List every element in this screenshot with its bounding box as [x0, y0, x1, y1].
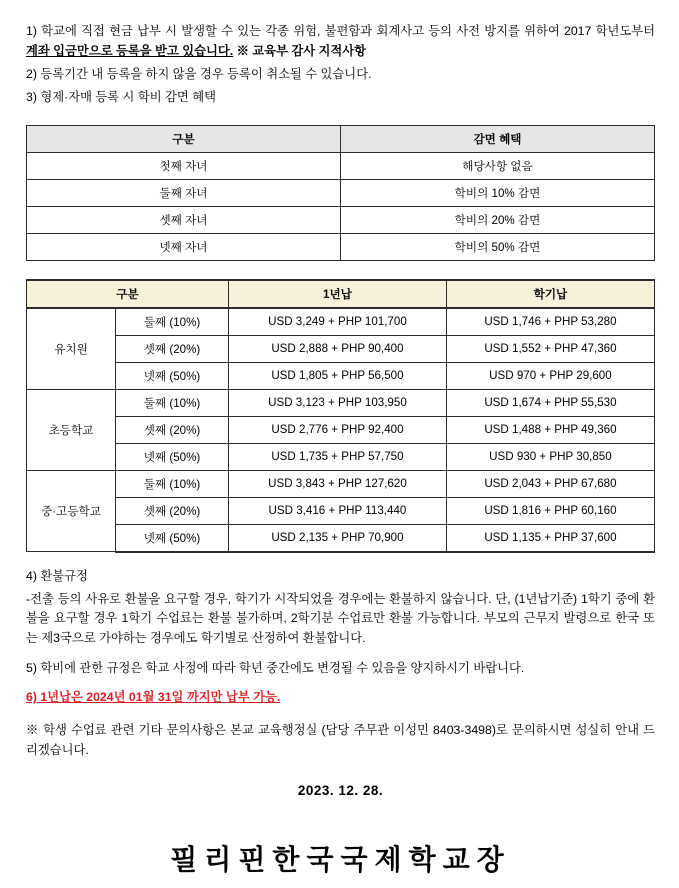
contact-note-text: ※ 학생 수업료 관련 기타 문의사항은 본교 교육행정실 (담당 주무관 이성민 8403-3498)로 문의하시면 성실히 안내 드리겠습니다.	[26, 723, 655, 757]
document-date: 2023. 12. 28.	[297, 782, 384, 798]
cell-benefit: 학비의 20% 감면	[341, 206, 655, 233]
cell-sub-label: 셋째 (20%)	[116, 335, 229, 362]
cell-semester-fee: USD 1,746 + PHP 53,280	[446, 308, 654, 336]
table-row	[27, 179, 655, 206]
cell-group-name: 초등학교	[27, 389, 116, 470]
paragraph-item-3	[26, 88, 655, 108]
cell-sub-label: 둘째 (10%)	[116, 470, 229, 497]
cell-annual-fee: USD 2,776 + PHP 92,400	[229, 416, 447, 443]
cell-benefit: 학비의 50% 감면	[341, 233, 655, 260]
table-header-row	[27, 280, 655, 308]
table-row	[27, 416, 655, 443]
refund-body	[26, 590, 655, 650]
column-header-category: 구분	[27, 280, 229, 308]
cell-benefit: 학비의 10% 감면	[341, 179, 655, 206]
paragraph-item-6-text: 6) 1년납은 2024년 01월 31일 까지만 납부 가능.	[26, 690, 281, 705]
paragraph-item-5-text: 5) 학비에 관한 규정은 학교 사정에 따라 학년 중간에도 변경될 수 있음을 양지하시기 바랍니다.	[26, 661, 525, 676]
paragraph-item-1	[26, 22, 655, 62]
table-row	[27, 233, 655, 260]
paragraph-item-2	[26, 65, 655, 85]
cell-annual-fee: USD 1,735 + PHP 57,750	[229, 443, 447, 470]
table-row	[27, 389, 655, 416]
paragraph-item-2-text: 2) 등록기간 내 등록을 하지 않을 경우 등록이 취소될 수 있습니다.	[26, 66, 372, 81]
tuition-fee-table	[26, 279, 655, 553]
cell-semester-fee: USD 1,816 + PHP 60,160	[446, 497, 654, 524]
table-row	[27, 206, 655, 233]
cell-sub-label: 넷째 (50%)	[116, 443, 229, 470]
cell-sub-label: 셋째 (20%)	[116, 416, 229, 443]
cell-annual-fee: USD 3,249 + PHP 101,700	[229, 308, 447, 336]
contact-note	[26, 721, 655, 761]
cell-annual-fee: USD 3,416 + PHP 113,440	[229, 497, 447, 524]
table-row	[27, 152, 655, 179]
column-header-annual: 1년납	[229, 280, 447, 308]
table-row	[27, 362, 655, 389]
refund-text-b: 환불하지 않습니다. 단, (1년납기준) 1학기 중에 환불을 요구할 경우 1학기 수업료는 환불 불가하며, 2학기분 수업료만 환불 가능합니다.	[26, 591, 655, 626]
refund-text-a: -전출 등의 사유로 환불을 요구할 경우, 학기가 시작되었을 경우에는	[26, 591, 390, 606]
cell-sub-label: 둘째 (10%)	[116, 389, 229, 416]
cell-annual-fee: USD 2,135 + PHP 70,900	[229, 524, 447, 552]
cell-annual-fee: USD 1,805 + PHP 56,500	[229, 362, 447, 389]
paragraph-item-1-text-a: 1) 학교에 직접 현금 납부 시 발생할 수 있는 각종 위험, 불편함과 회계사고 등의 사전 방지를 위하여 2017 학년도부터	[26, 24, 655, 38]
column-header-category: 구분	[27, 125, 341, 152]
paragraph-item-3-text: 3) 형제·자매 등록 시 학비 감면 혜택	[26, 89, 216, 104]
cell-category: 넷째 자녀	[27, 233, 341, 260]
cell-semester-fee: USD 930 + PHP 30,850	[446, 443, 654, 470]
refund-text-c: 부모의 근무지 발령으로 한국 또는 제3국으로 가야하는 경우에도 학기별로 산정하여 환불합니다.	[26, 611, 655, 646]
paragraph-item-5	[26, 659, 655, 679]
sibling-discount-table	[26, 125, 655, 261]
cell-benefit: 해당사항 없음	[341, 152, 655, 179]
cell-sub-label: 넷째 (50%)	[116, 362, 229, 389]
cell-annual-fee: USD 2,888 + PHP 90,400	[229, 335, 447, 362]
table-row	[27, 470, 655, 497]
cell-sub-label: 둘째 (10%)	[116, 308, 229, 336]
cell-category: 둘째 자녀	[27, 179, 341, 206]
table-row	[27, 524, 655, 552]
paragraph-item-1-text-b: 계좌 입금만으로 등록을 받고 있습니다.	[26, 43, 234, 58]
paragraph-item-6	[26, 688, 655, 708]
cell-group-name: 중·고등학교	[27, 470, 116, 552]
cell-group-name: 유치원	[27, 308, 116, 390]
cell-annual-fee: USD 3,843 + PHP 127,620	[229, 470, 447, 497]
table-row	[27, 335, 655, 362]
refund-heading-text: 4) 환불규정	[26, 568, 88, 583]
cell-semester-fee: USD 1,552 + PHP 47,360	[446, 335, 654, 362]
cell-semester-fee: USD 1,674 + PHP 55,530	[446, 389, 654, 416]
signature-line: 필리핀한국국제학교장	[170, 843, 511, 875]
table-header-row	[27, 125, 655, 152]
cell-sub-label: 셋째 (20%)	[116, 497, 229, 524]
cell-annual-fee: USD 3,123 + PHP 103,950	[229, 389, 447, 416]
column-header-benefit: 감면 혜택	[341, 125, 655, 152]
table-row	[27, 497, 655, 524]
cell-semester-fee: USD 1,135 + PHP 37,600	[446, 524, 654, 552]
cell-semester-fee: USD 970 + PHP 29,600	[446, 362, 654, 389]
refund-heading	[26, 567, 655, 587]
cell-category: 첫째 자녀	[27, 152, 341, 179]
table-row	[27, 443, 655, 470]
cell-category: 셋째 자녀	[27, 206, 341, 233]
cell-semester-fee: USD 2,043 + PHP 67,680	[446, 470, 654, 497]
column-header-semester: 학기납	[446, 280, 654, 308]
paragraph-item-1-text-c: ※ 교육부 감사 지적사항	[233, 43, 367, 58]
cell-semester-fee: USD 1,488 + PHP 49,360	[446, 416, 654, 443]
cell-sub-label: 넷째 (50%)	[116, 524, 229, 552]
table-row	[27, 308, 655, 336]
